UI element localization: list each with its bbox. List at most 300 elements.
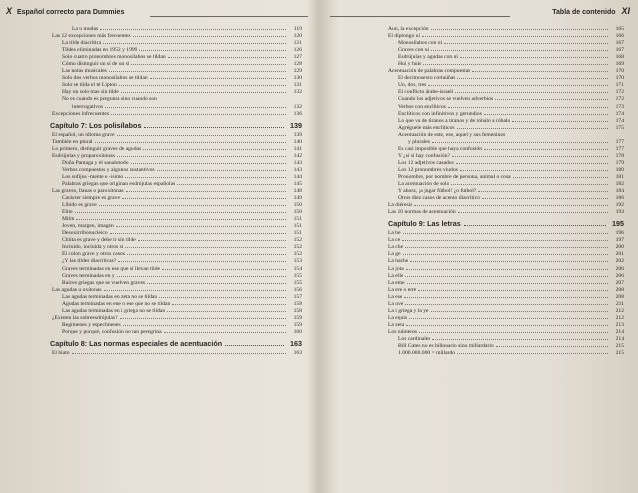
dot-leader: [403, 233, 608, 234]
dot-leader: [423, 64, 608, 65]
dot-leader: [457, 78, 608, 79]
dot-leader: [482, 198, 608, 199]
entry-title: El conflicto árabe-israelí: [398, 89, 454, 96]
dot-leader: [125, 247, 286, 248]
page-ref: 149: [293, 195, 302, 202]
entry-title: interrogativos: [72, 103, 104, 110]
dot-leader: [455, 92, 608, 93]
entry-title: Esdrújulas y proparoxítonas: [52, 152, 115, 159]
dot-leader: [99, 205, 286, 206]
entry-title: Élite: [62, 209, 73, 216]
running-header-left: [6, 6, 124, 16]
toc-entry: [388, 174, 624, 181]
page-ref: 212: [615, 307, 624, 314]
page-ref: 131: [293, 82, 302, 89]
toc-entry: [52, 75, 302, 82]
page-ref: 186: [615, 195, 624, 202]
header-rule: [330, 16, 510, 17]
entry-title: Bill Gates no es billonario sino millardario: [398, 343, 494, 350]
toc-entry: [388, 294, 624, 301]
toc-entry: [388, 230, 624, 237]
toc-entry: [388, 96, 624, 103]
toc-entry: [388, 139, 624, 146]
toc-entry: [52, 202, 302, 209]
entry-title: Palabras griegas que originan esdrújulas españolas: [62, 180, 176, 187]
toc-entry: [52, 160, 302, 167]
entry-title: Las agudas terminadas en i griega no se tildan: [62, 307, 166, 314]
dot-leader: [117, 156, 286, 157]
toc-entry: [52, 174, 302, 181]
page-ref: 142: [293, 152, 302, 159]
entry-title: Desoxirribonucleico: [62, 230, 108, 237]
dot-leader: [126, 191, 286, 192]
entry-title: Verbos con enclíticos: [398, 103, 446, 110]
page-ref: 155: [293, 272, 302, 279]
dot-leader: [131, 163, 287, 164]
entry-title: y plurales: [408, 138, 430, 145]
toc-entry: [52, 308, 302, 315]
dot-leader: [460, 57, 608, 58]
entry-title: La zeta: [388, 321, 405, 328]
dot-leader: [451, 184, 608, 185]
page-ref: 152: [293, 251, 302, 258]
dot-leader: [116, 226, 286, 227]
entry-title: Incluido, incluida y otros sí: [62, 244, 124, 251]
page-ref: 169: [615, 61, 624, 68]
page-ref: 151: [293, 230, 302, 237]
chapter-title: Capítulo 8: Las normas especiales de acentuación: [50, 338, 223, 348]
page-ref: 158: [293, 300, 302, 307]
entry-title: Raíces griegas que se vuelven graves: [62, 279, 146, 286]
page-ref: 150: [293, 202, 302, 209]
section-title: Tabla de contenido: [552, 9, 616, 16]
dot-leader: [405, 276, 608, 277]
toc-entry: [388, 343, 624, 350]
page-ref: 207: [615, 279, 624, 286]
dot-leader: [177, 184, 286, 185]
dot-leader: [103, 43, 286, 44]
page-ref: 153: [293, 258, 302, 265]
toc-entry: [388, 26, 624, 33]
toc-entry: [52, 258, 302, 265]
entry-title: Graves terminadas en y: [62, 272, 115, 279]
toc-entry: [52, 266, 302, 273]
dummies-logo-glyph: X: [6, 6, 13, 16]
toc-entry: [52, 223, 302, 230]
toc-entry: [388, 195, 624, 202]
dot-leader: [72, 353, 286, 354]
toc-entry: [388, 40, 624, 47]
toc-entry: [388, 251, 624, 258]
dot-leader: [419, 332, 608, 333]
page-ref: 214: [615, 328, 624, 335]
toc-entry: [388, 47, 624, 54]
page-ref: 184: [615, 188, 624, 195]
entry-title: Chiita es grave y debe ir sin tilde: [62, 237, 136, 244]
dot-leader: [100, 29, 286, 30]
toc-entry: [388, 125, 624, 132]
entry-title: No es cuando es pregunta sino cuando son: [62, 96, 157, 103]
dot-leader: [150, 78, 286, 79]
dot-leader: [405, 304, 608, 305]
page-ref: 200: [615, 244, 624, 251]
dot-leader: [131, 64, 286, 65]
page-ref: 121: [293, 40, 302, 47]
toc-entry: [52, 315, 302, 322]
dot-leader: [104, 290, 286, 291]
page-ref: 172: [615, 96, 624, 103]
entry-title: Líbido es grave: [62, 202, 97, 209]
toc-entry: [388, 209, 624, 216]
page-ref: 167: [615, 47, 624, 54]
toc-entry: [52, 111, 302, 118]
page-ref: 215: [615, 350, 624, 357]
header-rule: [150, 16, 308, 17]
page-ref: 170: [615, 68, 624, 75]
page-ref: 197: [615, 237, 624, 244]
entry-title: ¿Y las tildes diacríticas?: [62, 258, 117, 265]
toc-entry: [52, 104, 302, 111]
page-ref: 174: [615, 110, 624, 117]
entry-title: La elle: [388, 272, 404, 279]
entry-title: Hui y huis: [398, 61, 422, 68]
dot-leader: [167, 311, 286, 312]
entry-title: El colon grave y otros casos: [62, 251, 125, 258]
dot-leader: [496, 346, 608, 347]
chapter-heading: [388, 219, 624, 228]
dot-leader: [484, 149, 608, 150]
page-ref: 170: [615, 75, 624, 82]
dot-leader: [162, 269, 286, 270]
page-ref: 132: [293, 89, 302, 96]
page-ref: 171: [615, 82, 624, 89]
dot-leader: [119, 85, 286, 86]
page-ref: 136: [293, 110, 302, 117]
page-ref: 139: [293, 131, 302, 138]
entry-title: La diéresis: [388, 202, 413, 209]
entry-title: Pronombre, por nombre de persona, animal o cosa: [398, 173, 511, 180]
entry-title: ¿Existen las sobreesdrújulas?: [52, 314, 118, 321]
dot-leader: [159, 297, 286, 298]
entry-title: El español, un idioma grave: [52, 131, 115, 138]
dot-leader: [109, 71, 286, 72]
page-ref: 166: [615, 33, 624, 40]
page-ref: 195: [612, 219, 624, 229]
page-ref: 158: [293, 307, 302, 314]
entry-title: La jota: [388, 265, 404, 272]
entry-title: Las 10 normas de acentuación: [388, 209, 456, 216]
toc-entry: [52, 273, 302, 280]
entry-title: También en plural: [52, 138, 93, 145]
dot-leader: [478, 191, 608, 192]
toc-entry: [388, 75, 624, 82]
entry-title: La uve: [388, 300, 404, 307]
toc-entry: [388, 132, 624, 139]
page-ref: 196: [615, 230, 624, 237]
page-ref: 165: [615, 26, 624, 32]
chapter-title: Capítulo 9: Las letras: [388, 219, 461, 229]
page-ref: 148: [293, 187, 302, 194]
entry-title: Y ¿si sí hay confusión?: [398, 152, 450, 159]
toc-entry: [388, 258, 624, 265]
page-ref: 130: [293, 75, 302, 82]
entry-title: La eme: [388, 279, 405, 286]
toc-entry: [52, 89, 302, 96]
dot-leader: [495, 99, 608, 100]
page-ref: 129: [293, 68, 302, 75]
entry-title: Porque y porqué, confusión no tan peregrina: [62, 328, 162, 335]
toc-list-right: [388, 26, 624, 357]
toc-entry: [388, 301, 624, 308]
entry-title: Enclíticos con infinitivos y gerundios: [398, 110, 482, 117]
toc-entry: [388, 287, 624, 294]
page-ref: 159: [293, 321, 302, 328]
toc-entry: [52, 33, 302, 40]
entry-title: Acentuación de palabras compuestas: [388, 68, 471, 75]
page-ref: 160: [293, 328, 302, 335]
dot-leader: [409, 318, 608, 319]
dot-leader: [225, 345, 284, 346]
page-ref: 120: [293, 33, 302, 40]
toc-entry: [388, 308, 624, 315]
page-ref: 145: [293, 180, 302, 187]
dot-leader: [402, 240, 608, 241]
toc-entry: [388, 188, 624, 195]
toc-entry: [52, 195, 302, 202]
page-ref: 175: [615, 124, 624, 131]
entry-title: Un, dos, tres: [398, 82, 427, 89]
page-ref: 132: [293, 103, 302, 110]
dot-leader: [123, 325, 286, 326]
page-ref: 154: [293, 265, 302, 272]
toc-entry: [388, 266, 624, 273]
toc-entry: [52, 230, 302, 237]
dot-leader: [403, 254, 608, 255]
toc-entry: [52, 167, 302, 174]
entry-title: Solo dos verbos monosílabos se tildan: [62, 75, 148, 82]
toc-entry: [52, 188, 302, 195]
page-ref: 140: [293, 138, 302, 145]
toc-entry: [388, 160, 624, 167]
entry-title: Excepciones infrecuentes: [52, 110, 109, 117]
entry-title: Monosílabos con ui: [398, 40, 443, 47]
entry-title: Las graves, llanas o paroxítonas: [52, 187, 124, 194]
page-ref: 208: [615, 293, 624, 300]
entry-title: Graves terminadas en ese que sí llevan tilde: [62, 265, 161, 272]
dot-leader: [147, 283, 286, 284]
page-ref: 173: [615, 103, 624, 110]
toc-entry: [388, 89, 624, 96]
toc-entry: [52, 322, 302, 329]
dot-leader: [428, 85, 608, 86]
toc-entry: [52, 82, 302, 89]
dot-leader: [431, 50, 608, 51]
page-ref: 157: [293, 293, 302, 300]
toc-entry: [52, 68, 302, 75]
dot-leader: [464, 225, 606, 226]
toc-entry: [388, 118, 624, 125]
page-ref: 202: [615, 258, 624, 265]
dot-leader: [457, 128, 608, 129]
dot-leader: [444, 43, 608, 44]
dot-leader: [405, 247, 608, 248]
book-title: Español correcto para Dummies: [16, 9, 125, 16]
entry-title: Otros diez casos de acento diacrítico: [398, 195, 480, 202]
dot-leader: [407, 283, 608, 284]
toc-entry: [52, 47, 302, 54]
entry-title: Esdrújulas y agudas con ui: [398, 54, 458, 61]
toc-entry: [52, 54, 302, 61]
entry-title: Agréguele más enclíticos: [398, 124, 455, 131]
dot-leader: [168, 57, 286, 58]
toc-entry: [388, 350, 624, 357]
page-ref: 206: [615, 265, 624, 272]
page-ref: 152: [293, 244, 302, 251]
toc-entry: [52, 280, 302, 287]
entry-title: Solo cuatro pronombres monosílabos se tildan: [62, 54, 166, 61]
entry-title: Las agudas u oxítonas: [52, 286, 102, 293]
dot-leader: [143, 149, 286, 150]
left-page: [0, 0, 318, 493]
entry-title: Los cardinales: [398, 335, 431, 342]
page-ref: 159: [293, 314, 302, 321]
entry-title: El decimosexto cortaúñas: [398, 75, 456, 82]
dot-leader: [133, 36, 286, 37]
entry-title: La i griega y la ye: [388, 307, 429, 314]
page-ref: 177: [615, 138, 624, 145]
dot-leader: [452, 156, 608, 157]
right-page: [322, 0, 638, 493]
toc-entry: [388, 146, 624, 153]
toc-entry: [388, 167, 624, 174]
toc-entry: [52, 96, 302, 103]
dot-leader: [105, 107, 286, 108]
toc-entry: [388, 315, 624, 322]
page-ref: 214: [615, 335, 624, 342]
toc-entry: [52, 61, 302, 68]
page-ref: 127: [293, 54, 302, 61]
entry-title: Graves con ui: [398, 47, 430, 54]
dot-leader: [472, 71, 608, 72]
chapter-heading: [50, 339, 302, 348]
page-ref: 163: [293, 349, 302, 356]
entry-title: Y ahora, ¡a jugar fútbol! ¿o futbol?: [398, 188, 477, 195]
entry-title: La che: [388, 244, 404, 251]
page-ref: 150: [293, 209, 302, 216]
dot-leader: [418, 290, 608, 291]
entry-title: Mitin: [62, 216, 75, 223]
page-ref: 192: [615, 202, 624, 209]
toc-entry: [52, 287, 302, 294]
entry-title: La be: [388, 230, 401, 237]
entry-title: La ese: [388, 293, 403, 300]
page-ref: 151: [293, 223, 302, 230]
toc-entry: [52, 301, 302, 308]
running-header-right: [552, 6, 630, 16]
page-ref: 201: [615, 251, 624, 258]
dot-leader: [138, 240, 286, 241]
dot-leader: [458, 212, 608, 213]
dot-leader: [75, 212, 286, 213]
page-ref: 177: [615, 145, 624, 152]
dot-leader: [120, 318, 286, 319]
dot-leader: [406, 269, 608, 270]
dot-leader: [513, 177, 608, 178]
toc-entry: [52, 251, 302, 258]
dot-leader: [456, 163, 608, 164]
page-ref: 212: [615, 314, 624, 321]
dot-leader: [117, 135, 286, 136]
page-ref: 119: [293, 26, 302, 32]
entry-title: Los 12 adjetivos casados: [398, 159, 454, 166]
page-ref: 181: [615, 173, 624, 180]
page-ref: 151: [293, 216, 302, 223]
entry-title: Las notas musicales: [62, 68, 107, 75]
toc-entry: [388, 322, 624, 329]
toc-entry: [52, 244, 302, 251]
page-ref: 211: [615, 300, 624, 307]
entry-title: Lo primero, distinguir graves de agudas: [52, 145, 142, 152]
dot-leader: [410, 261, 608, 262]
toc-entry: [388, 33, 624, 40]
page-ref: 208: [615, 286, 624, 293]
entry-title: Acentuación de este, ese, aquel y sus femeninos: [398, 131, 506, 138]
entry-title: La equis: [388, 314, 408, 321]
dot-leader: [127, 254, 286, 255]
dot-leader: [406, 325, 608, 326]
entry-title: Tildes eliminadas en 1952 y 1999: [62, 47, 138, 54]
dot-leader: [117, 276, 286, 277]
dot-leader: [484, 114, 608, 115]
page-ref: 143: [293, 159, 302, 166]
dot-leader: [431, 311, 608, 312]
toc-entry: [52, 181, 302, 188]
dot-leader: [95, 142, 286, 143]
page-ref: 215: [615, 343, 624, 350]
toc-entry: [388, 153, 624, 160]
page-ref: 174: [615, 117, 624, 124]
toc-entry: [52, 329, 302, 336]
entry-title: El diptongo ui: [388, 33, 421, 40]
toc-entry: [388, 273, 624, 280]
page-ref: 156: [293, 286, 302, 293]
entry-title: Regímenes y especímenes: [62, 321, 121, 328]
entry-title: Hay un solo mas sin tilde: [62, 89, 119, 96]
toc-entry: [52, 237, 302, 244]
dot-leader: [432, 339, 608, 340]
page-ref: 143: [293, 166, 302, 173]
entry-title: La ere o erre: [388, 286, 417, 293]
dot-leader: [122, 198, 286, 199]
dot-leader: [157, 170, 286, 171]
entry-title: Solo se tilda el té Lipton: [62, 82, 117, 89]
entry-title: Es casi imposible que haya confusión: [398, 145, 483, 152]
page-number: XI: [621, 6, 630, 16]
entry-title: Lo que va de tiranos a tiranos y de robalo a róbalo: [398, 117, 511, 124]
entry-title: Doña Pantaga y el sanalotodo: [62, 159, 129, 166]
entry-title: La hache: [388, 258, 409, 265]
entry-title: La ce: [388, 237, 401, 244]
page-ref: 168: [615, 54, 624, 61]
page-ref: 163: [290, 338, 302, 348]
entry-title: La ge: [388, 251, 401, 258]
entry-title: Los sufijos -mente e -ísimo: [62, 173, 124, 180]
dot-leader: [457, 353, 608, 354]
dot-leader: [448, 107, 608, 108]
toc-entry: [388, 54, 624, 61]
dot-leader: [164, 332, 286, 333]
page-ref: 128: [293, 61, 302, 68]
